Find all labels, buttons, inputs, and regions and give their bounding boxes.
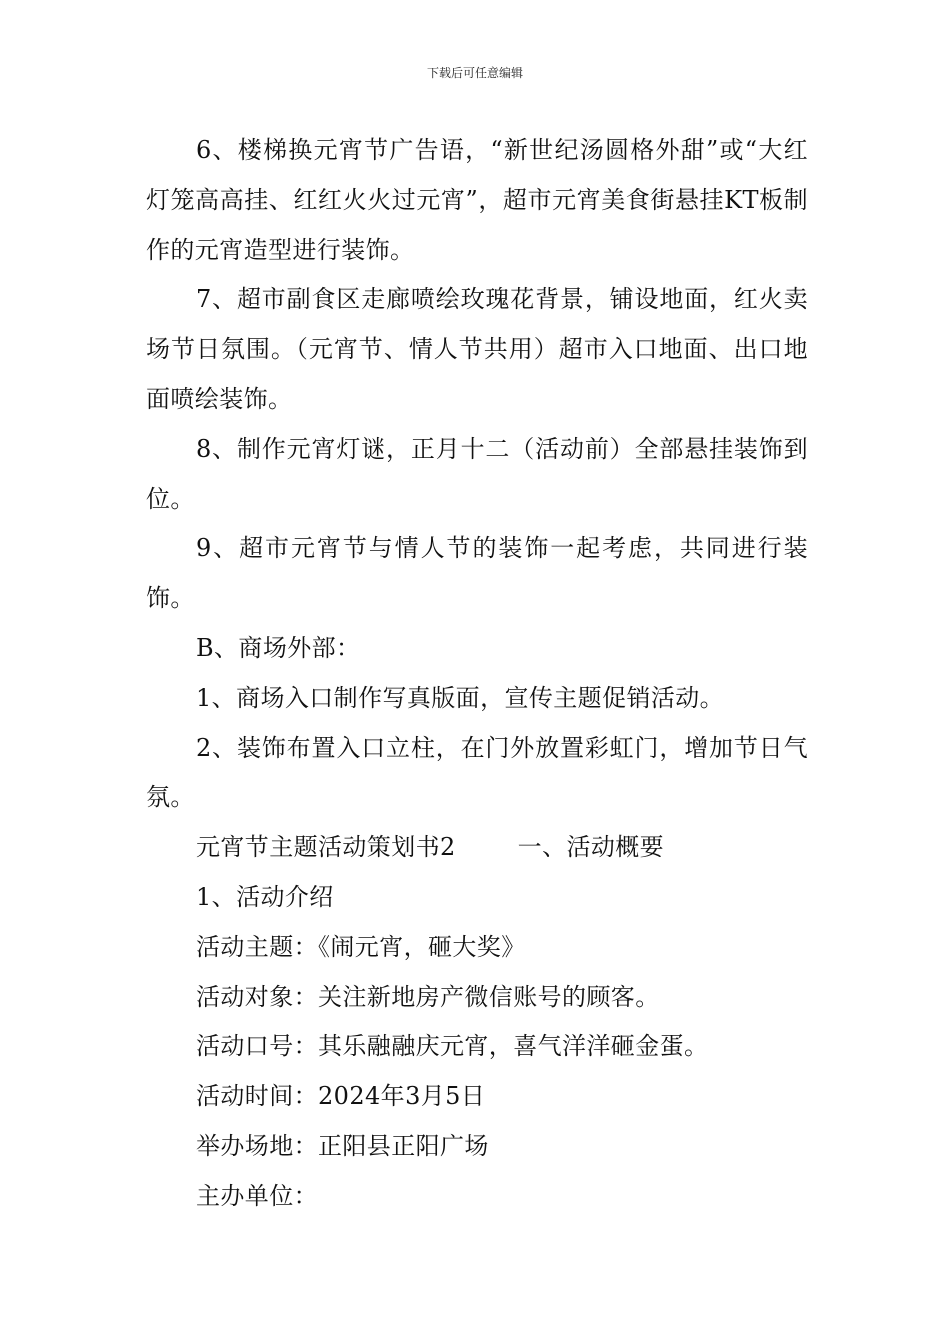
paragraph-exterior-1: 1、商场入口制作写真版面，宣传主题促销活动。	[196, 683, 725, 712]
page-header: 下载后可任意编辑	[426, 66, 523, 80]
paragraph-item-7: 7、超市副食区走廊喷绘玫瑰花背景，铺设地面，红火卖场节日氛围。（元宵节、情人节共用）超市入口地面、出口地面喷绘装饰。	[146, 285, 808, 413]
activity-venue: 举办场地：正阳县正阳广场	[196, 1131, 489, 1160]
document-body	[146, 126, 808, 1222]
activity-slogan: 活动口号：其乐融融庆元宵，喜气洋洋砸金蛋。	[196, 1032, 709, 1061]
section-subtitle: 一、活动概要	[517, 833, 665, 862]
activity-audience: 活动对象：关注新地房产微信账号的顾客。	[196, 982, 660, 1011]
paragraph-exterior-2: 2、装饰布置入口立柱，在门外放置彩虹门，增加节日气氛。	[146, 733, 808, 812]
activity-theme: 活动主题：《闹元宵，砸大奖》	[196, 932, 526, 961]
activity-organizer: 主办单位：	[196, 1181, 318, 1210]
paragraph-item-9: 9、超市元宵节与情人节的装饰一起考虑，共同进行装饰。	[146, 534, 808, 613]
paragraph-item-6: 6、楼梯换元宵节广告语，“新世纪汤圆格外甜”或“大红灯笼高高挂、红红火火过元宵”，超市元宵美食街悬挂KT板制作的元宵造型进行装饰。	[146, 136, 808, 264]
activity-intro-heading: 1、活动介绍	[196, 882, 334, 911]
section-title-line	[146, 823, 808, 873]
document-section-title: 元宵节主题活动策划书2	[196, 833, 456, 862]
section-heading-exterior: B、商场外部：	[196, 633, 361, 662]
activity-time: 活动时间：2024年3月5日	[196, 1082, 486, 1111]
paragraph-item-8: 8、制作元宵灯谜，正月十二（活动前）全部悬挂装饰到位。	[146, 434, 808, 513]
